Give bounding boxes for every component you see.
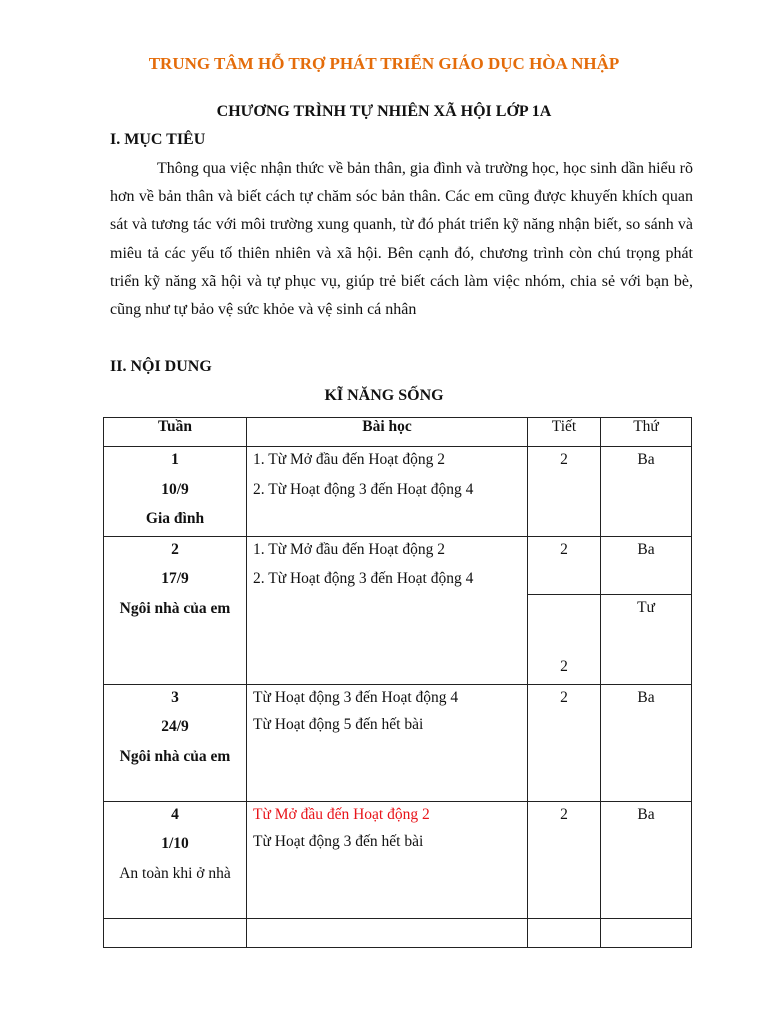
week-number: 3 (171, 688, 179, 706)
table-header-row (104, 418, 692, 447)
day-cell: Ba (601, 536, 692, 594)
week-date: 1/10 (161, 835, 189, 852)
header-lesson: Bài học (247, 418, 528, 447)
header-day: Thứ (601, 418, 692, 447)
week-topic: Ngôi nhà của em (119, 747, 231, 765)
empty-cell (104, 918, 247, 947)
table-row (104, 447, 692, 537)
week-date: 17/9 (161, 570, 189, 587)
week-topic: Gia đình (145, 510, 205, 527)
week-cell (104, 447, 247, 537)
week-number: 2 (171, 540, 179, 558)
section-heading-content: II. NỘI DUNG (110, 358, 212, 375)
lesson-item: 1. Từ Mở đầu đến Hoạt động 2 (253, 540, 445, 558)
lesson-item: Từ Hoạt động 3 đến hết bài (253, 832, 424, 850)
section-heading-objectives: I. MỤC TIÊU (110, 131, 206, 148)
periods-cell: 2 (528, 536, 601, 594)
lesson-item: Từ Hoạt động 3 đến Hoạt động 4 (253, 688, 459, 706)
periods-cell: 2 (528, 684, 601, 801)
week-date: 24/9 (161, 718, 189, 735)
day-cell: Tư (601, 594, 692, 684)
lesson-item-highlighted: Từ Mở đầu đến Hoạt động 2 (253, 805, 430, 823)
week-number: 1 (171, 451, 179, 468)
periods-cell: 2 (528, 447, 601, 537)
day-cell: Ba (601, 684, 692, 801)
objectives-paragraph (110, 155, 693, 324)
table-row (104, 536, 692, 594)
lesson-item: 1. Từ Mở đầu đến Hoạt động 2 (253, 451, 445, 468)
periods-cell: 2 (528, 594, 601, 684)
table-row (104, 801, 692, 918)
periods-cell: 2 (528, 801, 601, 918)
day-cell: Ba (601, 801, 692, 918)
organization-title: TRUNG TÂM HỖ TRỢ PHÁT TRIỂN GIÁO DỤC HÒA NHẬP (148, 54, 620, 73)
week-topic: Ngôi nhà của em (119, 599, 231, 617)
lesson-cell (247, 684, 528, 801)
header-periods: Tiết (528, 418, 601, 447)
week-cell (104, 684, 247, 801)
life-skills-title: KĨ NĂNG SỐNG (324, 387, 444, 404)
week-cell (104, 801, 247, 918)
week-number: 4 (171, 805, 179, 823)
lesson-cell (247, 536, 528, 684)
empty-cell (247, 918, 528, 947)
lesson-cell (247, 447, 528, 537)
table-row (104, 684, 692, 801)
header-week: Tuần (104, 418, 247, 447)
week-date: 10/9 (161, 480, 189, 498)
empty-cell (601, 918, 692, 947)
lesson-item: Từ Hoạt động 5 đến hết bài (253, 715, 424, 733)
objectives-text: Thông qua việc nhận thức về bản thân, gia đình và trường học, học sinh dần hiểu rõ hơn về bản thân và biết cách tự chăm sóc bản thân. Các em cũng được khuyến khích quan sát và tương tác với môi trường xung quanh, từ đó phát triển kỹ năng nhận biết, so sánh và miêu tả các yếu tố thiên nhiên và xã hội. Bên cạnh đó, chương trình còn chú trọng phát triển kỹ năng xã hội và tự phục vụ, giúp trẻ biết cách làm việc nhóm, chia sẻ với bạn bè, cũng như tự bảo vệ sức khỏe và vệ sinh cá nhân (110, 160, 693, 319)
program-title: CHƯƠNG TRÌNH TỰ NHIÊN XÃ HỘI LỚP 1A (216, 103, 552, 120)
lesson-cell (247, 801, 528, 918)
week-cell (104, 536, 247, 684)
schedule-table (103, 417, 692, 948)
lesson-item: 2. Từ Hoạt động 3 đến Hoạt động 4 (253, 480, 474, 498)
lesson-item: 2. Từ Hoạt động 3 đến Hoạt động 4 (253, 570, 474, 587)
day-cell: Ba (601, 447, 692, 537)
empty-cell (528, 918, 601, 947)
week-topic: An toàn khi ở nhà (119, 864, 231, 882)
table-row-empty (104, 918, 692, 947)
